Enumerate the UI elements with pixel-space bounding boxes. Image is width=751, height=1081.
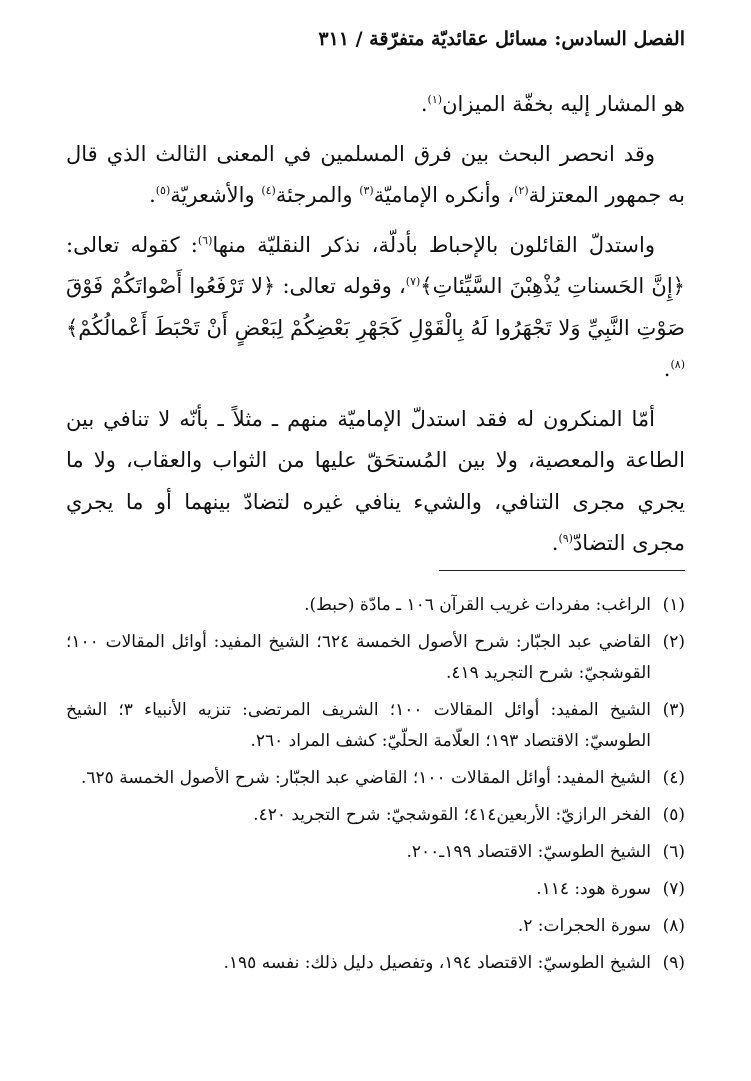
paragraph-1 [66, 84, 685, 126]
footnote-ref: (٢) [514, 184, 529, 197]
paragraph-text: واستدلّ القائلون بالإحباط بأدلّة، نذكر النقليّة منها [212, 232, 656, 257]
footnote-text: القاضي عبد الجبّار: شرح الأصول الخمسة ٦٢٤؛ الشيخ المفيد: أوائل المقالات ١٠٠؛ القوشجيّ: شرح التجريد ٤١٩. [66, 632, 651, 683]
footnote-number: (٨) [662, 916, 685, 936]
paragraph-tail: . [663, 357, 671, 381]
paragraph-2 [66, 134, 685, 217]
footnote [66, 911, 685, 942]
footnote [66, 590, 685, 621]
paragraph-text: هو المشار إليه بخفّة الميزان [442, 92, 685, 116]
footnote-number: (٩) [662, 953, 685, 973]
footnote-number: (٦) [662, 842, 685, 862]
paragraph-tail: . [149, 183, 156, 207]
footnote [66, 763, 685, 794]
footnotes [66, 590, 685, 985]
footnote-text: الفخر الرازيّ: الأربعين٤١٤؛ القوشجيّ: شرح التجريد ٤٢٠. [253, 805, 651, 825]
paragraph-3 [66, 225, 685, 391]
footnote-number: (٧) [662, 879, 685, 899]
quran-quote: ، وقوله تعالى: ﴿لا تَرْفَعُوا أَصْواتَكُمْ فَوْقَ صَوْتِ النَّبِيِّ وَلا تَجْهَرُوا لَهُ بِالْقَوْلِ كَجَهْرِ بَعْضِكُمْ لِبَعْضٍ أَنْ تَحْبَطَ أَعْمالُكُمْ﴾ [66, 274, 685, 340]
paragraph-tail: . [551, 531, 559, 555]
paragraph-4 [66, 399, 685, 565]
paragraph-text: والمرجئة [275, 183, 360, 207]
footnote-number: (٤) [662, 768, 685, 788]
footnote-text: الشيخ الطوسيّ: الاقتصاد ١٩٤، وتفصيل دليل ذلك: نفسه ١٩٥. [223, 953, 651, 973]
footnote [66, 837, 685, 868]
footnote [66, 695, 685, 757]
footnote-number: (٣) [662, 700, 685, 720]
main-text [66, 84, 685, 573]
footnote-number: (٥) [662, 805, 685, 825]
footnote-number: (١) [662, 595, 685, 615]
footnote-ref: (٣) [359, 184, 374, 197]
footnote [66, 800, 685, 831]
footnote-ref: (٩) [558, 532, 573, 545]
footnote [66, 874, 685, 905]
paragraph-text: وقد انحصر البحث بين فرق المسلمين في المعنى الثالث الذي قال به جمهور المعتزلة [66, 141, 685, 207]
footnote-text: سورة الحجرات: ٢. [517, 916, 651, 936]
footnote-text: سورة هود: ١١٤. [536, 879, 651, 899]
footnote [66, 627, 685, 689]
footnote-ref: (٦) [197, 233, 213, 247]
footnote-text: الراغب: مفردات غريب القرآن ١٠٦ ـ مادّة (حبط). [304, 595, 651, 615]
footnote-ref: (٨) [670, 358, 685, 371]
footnote-ref: (١) [427, 93, 443, 106]
footnote-ref: (٧) [405, 275, 421, 288]
footnote-separator [439, 570, 685, 571]
quran-quote: : كقوله تعالى: ﴿إِنَّ الحَسناتِ يُذْهِبْنَ السَّيِّئاتِ﴾ [66, 232, 685, 298]
footnote [66, 948, 685, 979]
footnote-ref: (٥) [155, 184, 171, 197]
paragraph-tail: . [420, 92, 428, 116]
paragraph-text: ، وأنكره الإماميّة [373, 183, 515, 207]
running-header: الفصل السادس: مسائل عقائديّة متفرّقة / ٣١١ [318, 28, 685, 50]
footnote-number: (٢) [662, 632, 685, 652]
footnote-ref: (٤) [261, 184, 276, 197]
paragraph-text: والأشعريّة [170, 183, 262, 207]
footnote-text: الشيخ المفيد: أوائل المقالات ١٠٠؛ الشريف المرتضى: تنزيه الأنبياء ٣؛ الشيخ الطوسيّ: الاقتصاد ١٩٣؛ العلّامة الحلّيّ: كشف المراد ٢٦٠. [66, 700, 651, 751]
footnote-text: الشيخ الطوسيّ: الاقتصاد ١٩٩ـ٢٠٠. [406, 842, 651, 862]
footnote-text: الشيخ المفيد: أوائل المقالات ١٠٠؛ القاضي عبد الجبّار: شرح الأصول الخمسة ٦٢٥. [81, 768, 651, 788]
paragraph-text: أمّا المنكرون له فقد استدلّ الإماميّة منهم ـ مثلاً ـ بأنّه لا تنافي بين الطاعة والمعصية، ولا بين المُستحَقّ عليها من الثواب والعقاب، ولا ما يجري مجرى التنافي، والشيء ينافي غيره لتضادّ بينهما أو ما يجري مجرى التضادّ [66, 406, 685, 555]
